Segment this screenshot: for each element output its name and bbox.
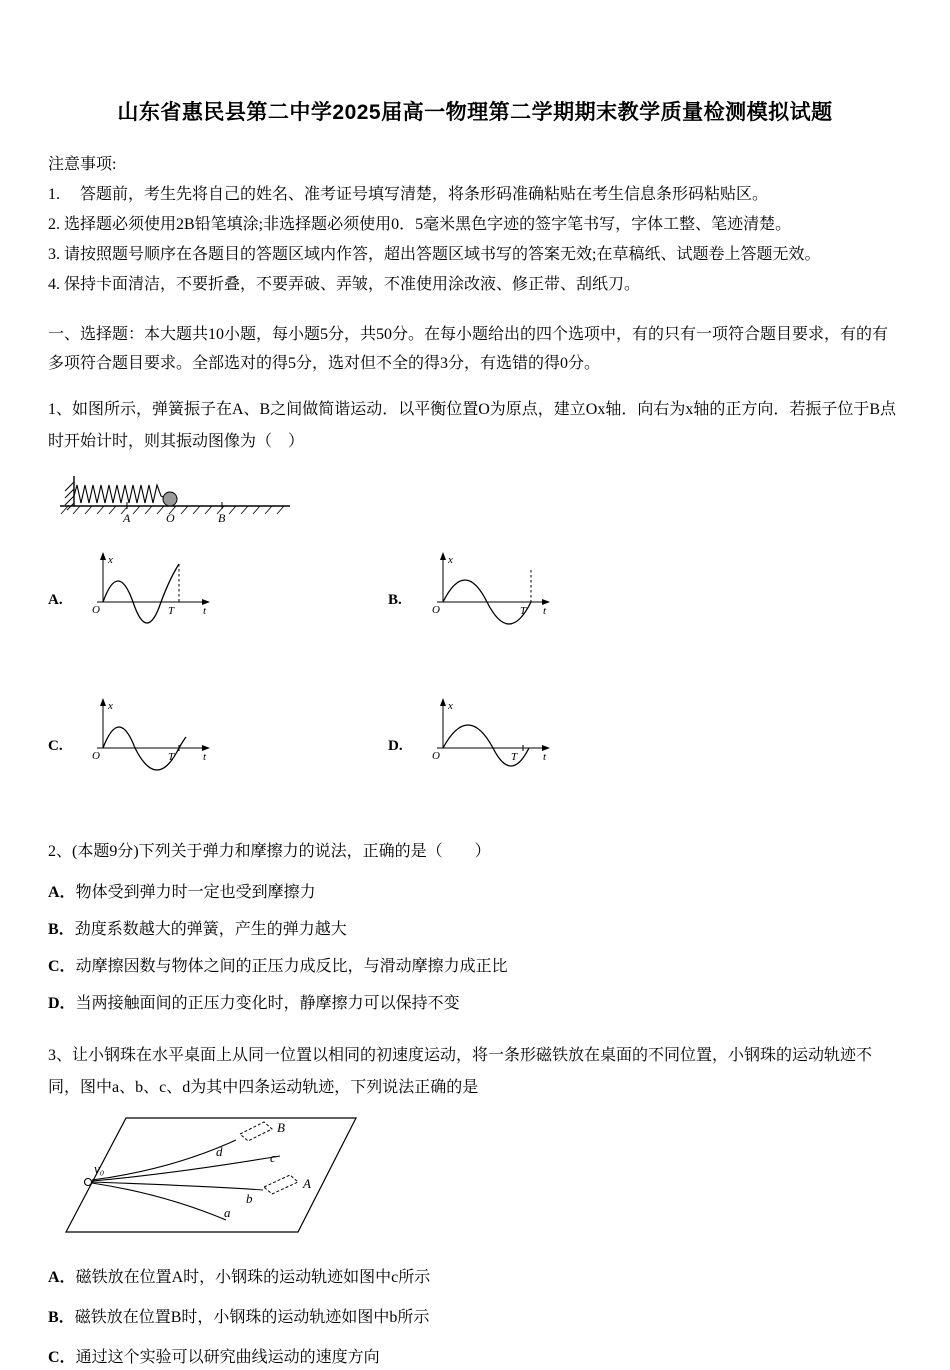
trajectory-svg [58,1110,388,1250]
q3-option-c-label: C． [48,1349,76,1366]
oscillator-ball [163,492,177,506]
spring-coil [74,485,163,503]
question3-text: 3、让小钢珠在水平桌面上从同一位置以相同的初速度运动，将一条形磁铁放在桌面的不同位置，小钢珠的运动轨迹不同，图中a、b、c、d为其中四条运动轨迹，下列说法正确的是 [48,1047,873,1096]
notes-section [48,150,902,300]
label-B: B [277,1120,285,1135]
q2-option-b-label: B． [48,921,75,938]
q2-option-a-text: 物体受到弹力时一定也受到摩擦力 [75,884,316,901]
axis-label-O: O [92,604,100,616]
axis-label-t: t [543,605,547,617]
q2-option-d-text: 当两接触面间的正压力变化时，静摩擦力可以保持不变 [75,995,460,1012]
trajectory-a [92,1183,226,1220]
q3-option-c [48,1346,902,1370]
axis-label-O: O [432,750,440,762]
q1-option-b-label: B. [388,591,402,608]
notes-header: 注意事项: [48,156,117,173]
question1-text: 1、如图所示，弹簧振子在A、B之间做简谐运动．以平衡位置O为原点，建立Ox轴．向右为x轴的正方向．若振子位于B点时开始计时，则其振动图像为（ ） [48,401,897,450]
q1-option-a [48,550,388,650]
label-b: b [246,1191,253,1206]
q1-graph-a [82,550,214,650]
q1-option-b [388,550,728,650]
note-item-3: 3. 请按照题号顺序在各题目的答题区域内作答，超出答题区域书写的答案无效;在草稿纸、试题卷上答题无效。 [48,246,821,263]
q3-option-b-text: 磁铁放在位置B时，小钢珠的运动轨迹如图中b所示 [74,1309,430,1326]
axis-label-T: T [168,605,175,617]
question2-text: 2、(本题9分)下列关于弹力和摩擦力的说法，正确的是（ ） [48,843,491,860]
axis-label-t: t [543,751,547,763]
magnet-position-B [240,1122,272,1141]
steel-ball-start [85,1179,92,1186]
spring-oscillator-svg [52,470,302,528]
q1-graph-d [422,696,554,796]
q2-option-d [48,992,902,1016]
label-v0: v₀ [94,1161,105,1176]
magnet-position-A [264,1175,298,1194]
label-A: A [303,1176,311,1191]
q1-option-a-label: A. [48,591,63,608]
table-surface [66,1118,356,1232]
q1-option-c-label: C. [48,737,63,754]
page-title: 山东省惠民县第二中学2025届高一物理第二学期期末教学质量检测模拟试题 [117,101,833,124]
q2-option-c-label: C． [48,958,76,975]
question3 [48,1040,902,1370]
q3-option-b [48,1306,902,1330]
axis-label-T: T [511,751,518,763]
axis-label-x: x [108,700,113,712]
axis-label-T: T [168,751,175,763]
label-O: O [166,511,175,525]
label-A: A [123,511,131,525]
axis-label-O: O [92,750,100,762]
label-a: a [224,1205,231,1220]
y-axis-arrow [440,698,446,706]
y-axis-arrow [100,698,106,706]
q1-graph-c [82,696,214,796]
trajectory-d [92,1140,236,1180]
q1-option-d [388,696,728,796]
axis-label-x: x [448,700,453,712]
axis-label-x: x [448,554,453,566]
q3-option-a-label: A． [48,1269,76,1286]
q2-option-a-label: A． [48,884,76,901]
axis-label-O: O [432,604,440,616]
axis-label-t: t [203,751,207,763]
trajectory-b [92,1182,263,1190]
note-item-4: 4. 保持卡面清洁，不要折叠，不要弄破、弄皱，不准使用涂改液、修正带、刮纸刀。 [48,276,641,293]
label-d: d [216,1144,223,1159]
note-item-1: 1. 答题前，考生先将自己的姓名、准考证号填写清楚，将条形码准确粘贴在考生信息条形码粘贴区。 [48,186,769,203]
q2-option-b-text: 劲度系数越大的弹簧，产生的弹力越大 [74,921,347,938]
note-item-2: 2. 选择题必须使用2B铅笔填涂;非选择题必须使用0．5毫米黑色字迹的签字笔书写，字体工整、笔迹清楚。 [48,216,792,233]
q2-option-a [48,881,902,905]
q2-option-c-text: 动摩擦因数与物体之间的正压力成反比，与滑动摩擦力成正比 [75,958,508,975]
label-B: B [218,511,226,525]
axis-label-x: x [108,554,113,566]
axis-label-t: t [203,605,207,617]
section1-header: 一、选择题：本大题共10小题，每小题5分，共50分。在每小题给出的四个选项中，有的只有一项符合题目要求，有的有多项符合题目要求。全部选对的得5分，选对但不全的得3分，有选错的得0分。 [48,326,889,372]
q3-options [48,1266,902,1370]
trajectory-figure [58,1110,902,1250]
q2-option-c [48,955,902,979]
q2-option-b [48,918,902,942]
q3-option-b-label: B． [48,1309,75,1326]
spring-oscillator-figure [52,470,902,528]
q1-graph-b [422,550,554,650]
question2 [48,836,902,1016]
q1-option-c [48,696,388,796]
y-axis-arrow [440,552,446,560]
q1-options-grid [48,550,902,796]
q3-option-c-text: 通过这个实验可以研究曲线运动的速度方向 [75,1349,380,1366]
label-c: c [270,1150,276,1165]
q3-option-a [48,1266,902,1290]
q1-option-d-label: D. [388,737,403,754]
q2-option-d-label: D． [48,995,76,1012]
q3-option-a-text: 磁铁放在位置A时，小钢珠的运动轨迹如图中c所示 [75,1269,431,1286]
y-axis-arrow [100,552,106,560]
axis-label-T: T [520,605,527,617]
